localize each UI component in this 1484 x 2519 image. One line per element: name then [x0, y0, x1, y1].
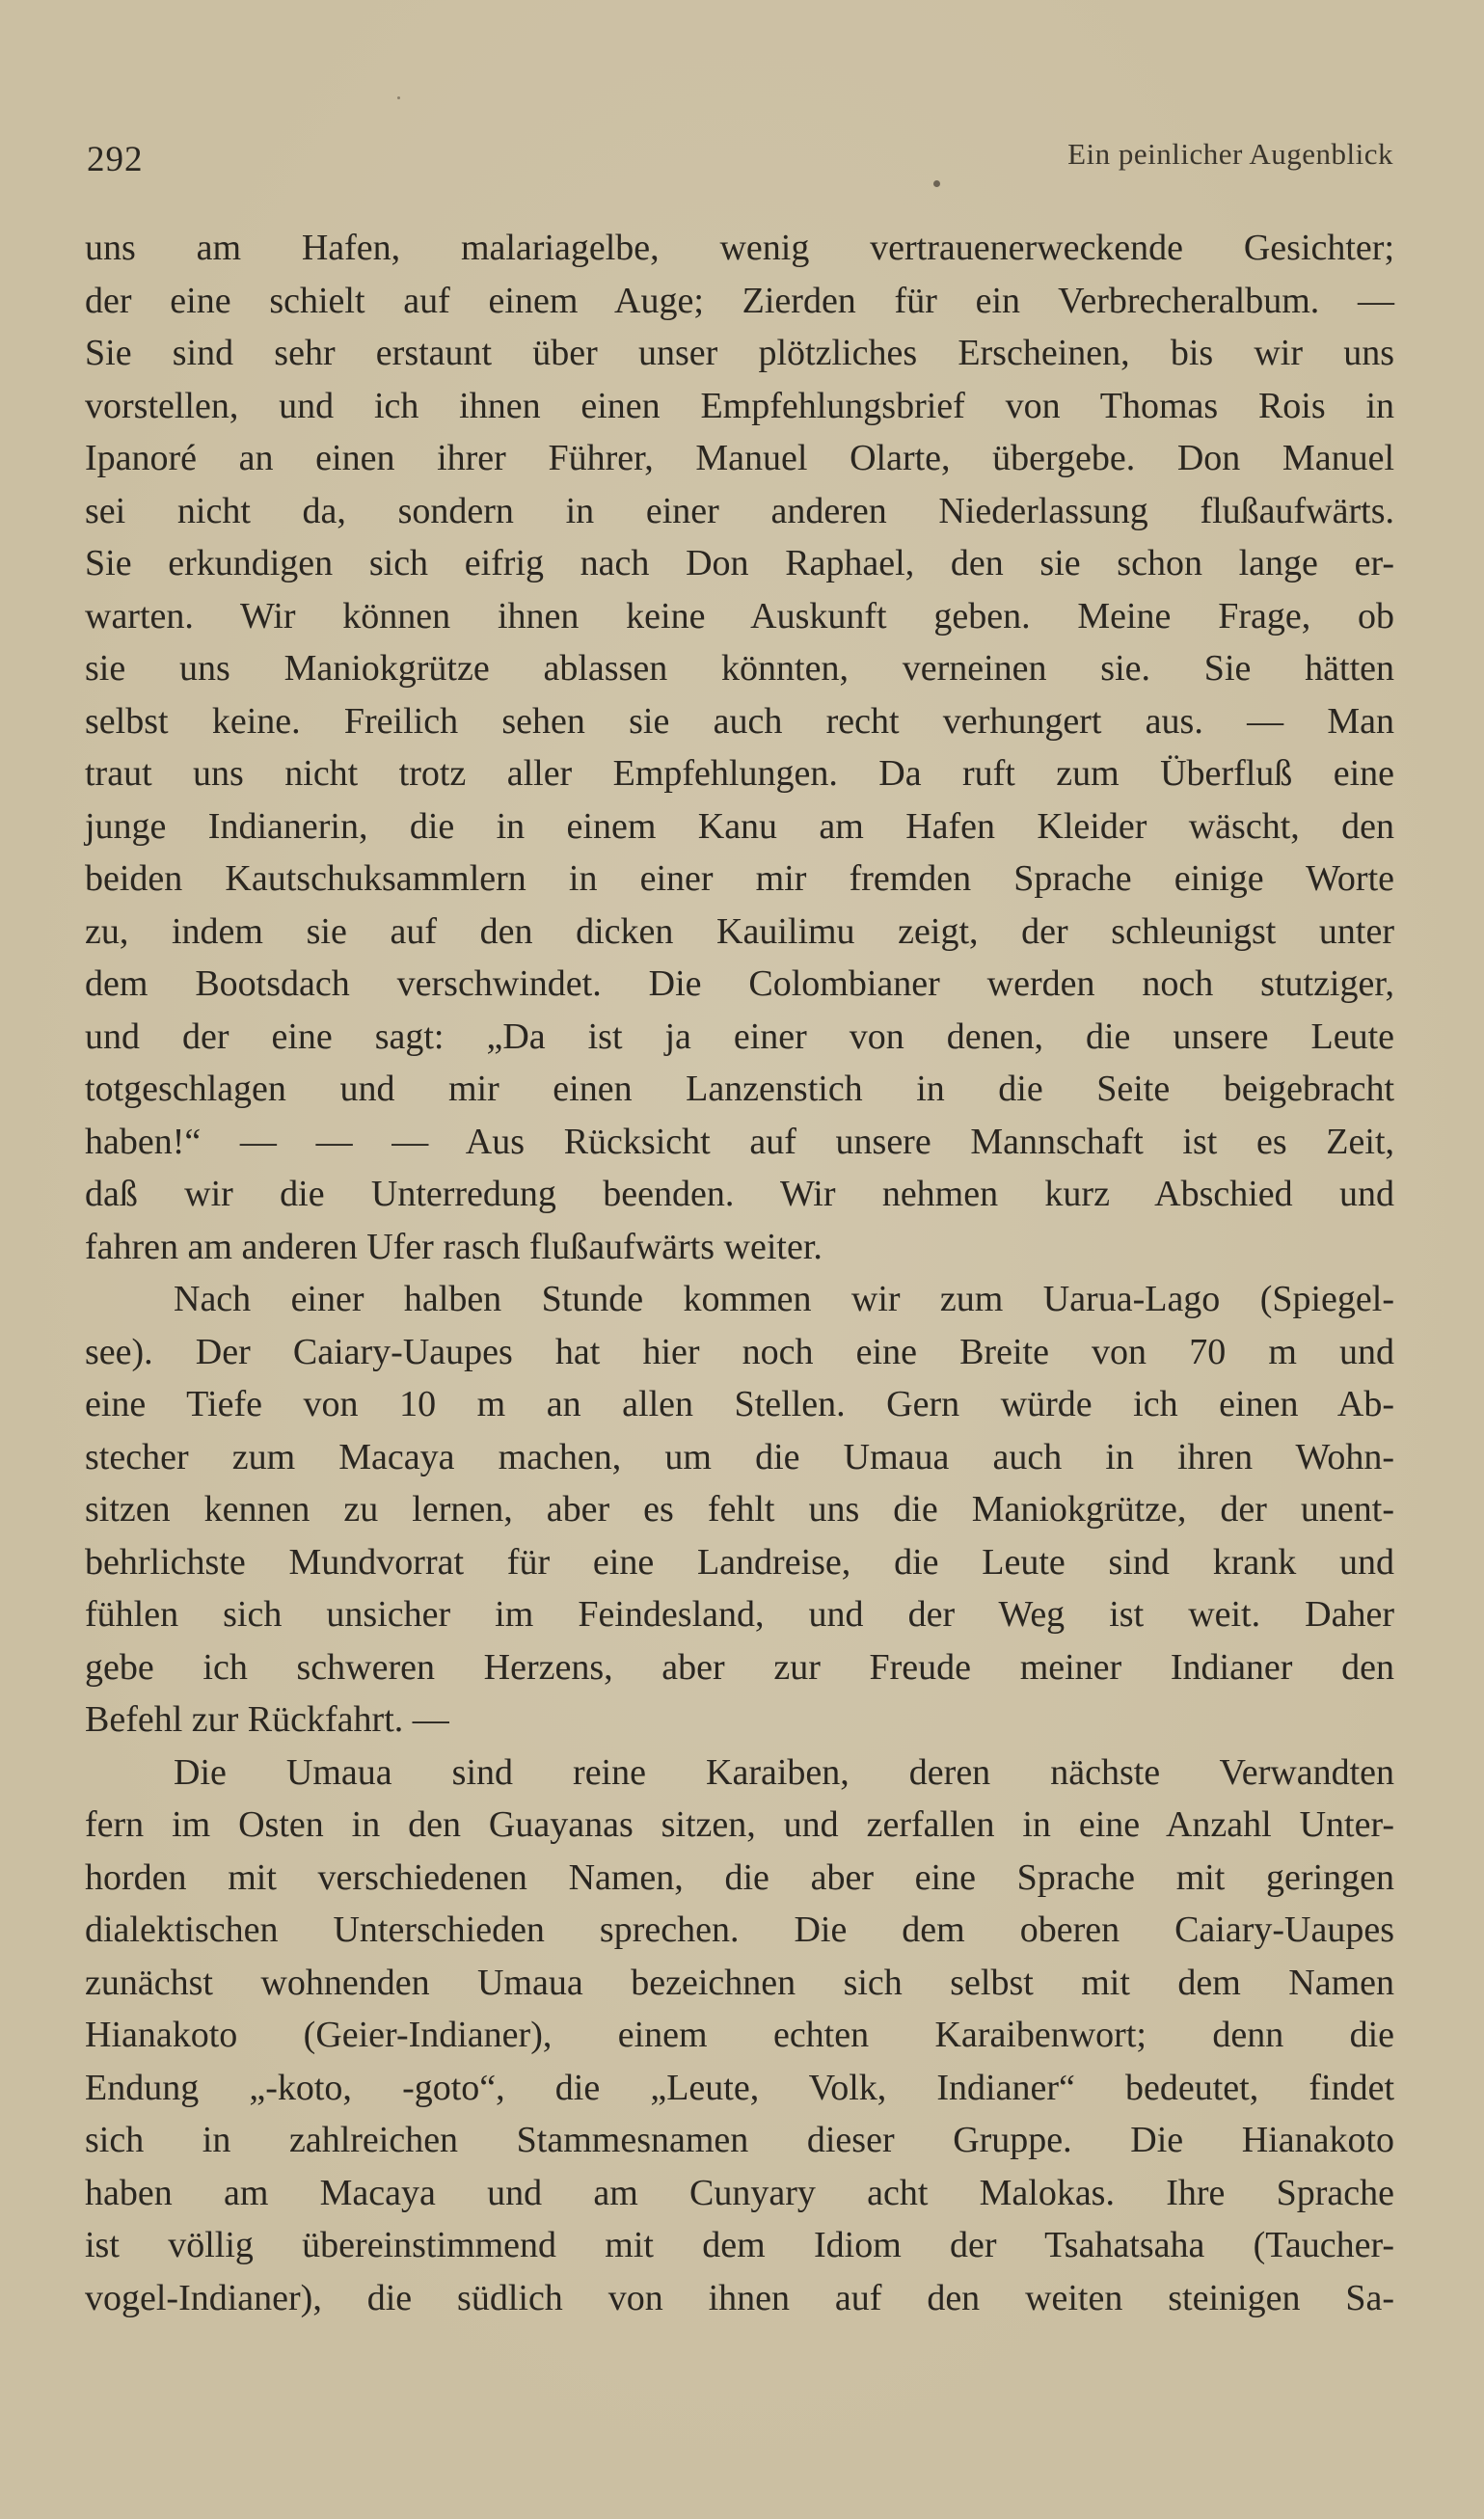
paragraph-3	[85, 1747, 1394, 2325]
text-line: horden mit verschiedenen Namen, die aber eine Sprache mit geringen	[85, 1856, 1394, 1898]
text-line: sich in zahlreichen Stammesnamen dieser Gruppe. Die Hianakoto	[85, 2120, 1394, 2160]
text-line: daß wir die Unterredung beenden. Wir nehmen kurz Abschied und	[85, 1174, 1394, 1214]
text-line: Sie sind sehr erstaunt über unser plötzliches Erscheinen, bis wir uns	[85, 333, 1394, 373]
text-line: haben!“ — — — Aus Rücksicht auf unsere Mannschaft ist es Zeit,	[85, 1121, 1394, 1162]
paragraph-2	[85, 1273, 1394, 1747]
text-line: see). Der Caiary-Uaupes hat hier noch eine Breite von 70 m und	[85, 1331, 1394, 1372]
paper-speck	[397, 96, 400, 99]
paragraph-1	[85, 222, 1394, 1273]
text-line: Ipanoré an einen ihrer Führer, Manuel Olarte, übergebe. Don Manuel	[85, 438, 1394, 478]
running-title: Ein peinlicher Augenblick	[1067, 137, 1393, 171]
text-line: fahren am anderen Ufer rasch flußaufwärts weiter.	[85, 1226, 823, 1267]
text-line: vorstellen, und ich ihnen einen Empfehlungsbrief von Thomas Rois in	[85, 385, 1394, 426]
text-line: totgeschlagen und mir einen Lanzenstich in die Seite beigebracht	[85, 1069, 1394, 1109]
text-line: Hianakoto (Geier-Indianer), einem echten Karaibenwort; denn die	[85, 2015, 1394, 2055]
text-line: und der eine sagt: „Da ist ja einer von denen, die unsere Leute	[85, 1016, 1394, 1057]
text-line: traut uns nicht trotz aller Empfehlungen. Da ruft zum Überfluß eine	[85, 753, 1394, 794]
text-line: stecher zum Macaya machen, um die Umaua auch in ihren Wohn-	[85, 1436, 1394, 1477]
text-line: junge Indianerin, die in einem Kanu am Hafen Kleider wäscht, den	[85, 805, 1394, 847]
text-line: Endung „-koto, -goto“, die „Leute, Volk, Indianer“ bedeutet, findet	[85, 2067, 1394, 2108]
text-line: zu, indem sie auf den dicken Kauilimu zeigt, der schleunigst unter	[85, 910, 1394, 952]
text-line: selbst keine. Freilich sehen sie auch recht verhungert aus. — Man	[85, 700, 1394, 742]
text-line: der eine schielt auf einem Auge; Zierden für ein Verbrecheralbum. —	[85, 280, 1394, 321]
text-line: sei nicht da, sondern in einer anderen Niederlassung flußaufwärts.	[85, 490, 1394, 531]
page-number: 292	[87, 140, 144, 179]
text-line: behrlichste Mundvorrat für eine Landreise, die Leute sind krank und	[85, 1541, 1394, 1583]
text-line: ist völlig übereinstimmend mit dem Idiom der Tsahatsaha (Taucher-	[85, 2225, 1394, 2265]
text-line: vogel-Indianer), die südlich von ihnen auf den weiten steinigen Sa-	[85, 2277, 1394, 2318]
text-line: haben am Macaya und am Cunyary acht Malokas. Ihre Sprache	[85, 2172, 1394, 2213]
text-line: gebe ich schweren Herzens, aber zur Freude meiner Indianer den	[85, 1646, 1394, 1688]
text-line: uns am Hafen, malariagelbe, wenig vertrauenerweckende Gesichter;	[85, 228, 1394, 268]
running-head	[87, 133, 1393, 181]
body-text	[85, 222, 1394, 2324]
text-line: dem Bootsdach verschwindet. Die Colombianer werden noch stutziger,	[85, 963, 1394, 1004]
text-line: eine Tiefe von 10 m an allen Stellen. Gern würde ich einen Ab-	[85, 1384, 1394, 1424]
text-line: sitzen kennen zu lernen, aber es fehlt uns die Maniokgrütze, der unent-	[85, 1489, 1394, 1530]
text-line: dialektischen Unterschieden sprechen. Die dem oberen Caiary-Uaupes	[85, 1910, 1394, 1950]
text-line: Nach einer halben Stunde kommen wir zum Uarua-Lago (Spiegel-	[174, 1279, 1394, 1319]
text-line: fühlen sich unsicher im Feindesland, und der Weg ist weit. Daher	[85, 1594, 1394, 1635]
text-line: fern im Osten in den Guayanas sitzen, und zerfallen in eine Anzahl Unter-	[85, 1804, 1394, 1845]
text-line: beiden Kautschuksammlern in einer mir fremden Sprache einige Worte	[85, 858, 1394, 899]
text-line: Sie erkundigen sich eifrig nach Don Raphael, den sie schon lange er-	[85, 543, 1394, 583]
text-line: Befehl zur Rückfahrt. —	[85, 1699, 449, 1740]
text-line: zunächst wohnenden Umaua bezeichnen sich selbst mit dem Namen	[85, 1962, 1394, 2003]
text-line: sie uns Maniokgrütze ablassen könnten, verneinen sie. Sie hätten	[85, 648, 1394, 689]
ink-speck	[933, 180, 940, 187]
text-line: Die Umaua sind reine Karaiben, deren nächste Verwandten	[174, 1751, 1394, 1793]
text-line: warten. Wir können ihnen keine Auskunft geben. Meine Frage, ob	[85, 595, 1394, 637]
